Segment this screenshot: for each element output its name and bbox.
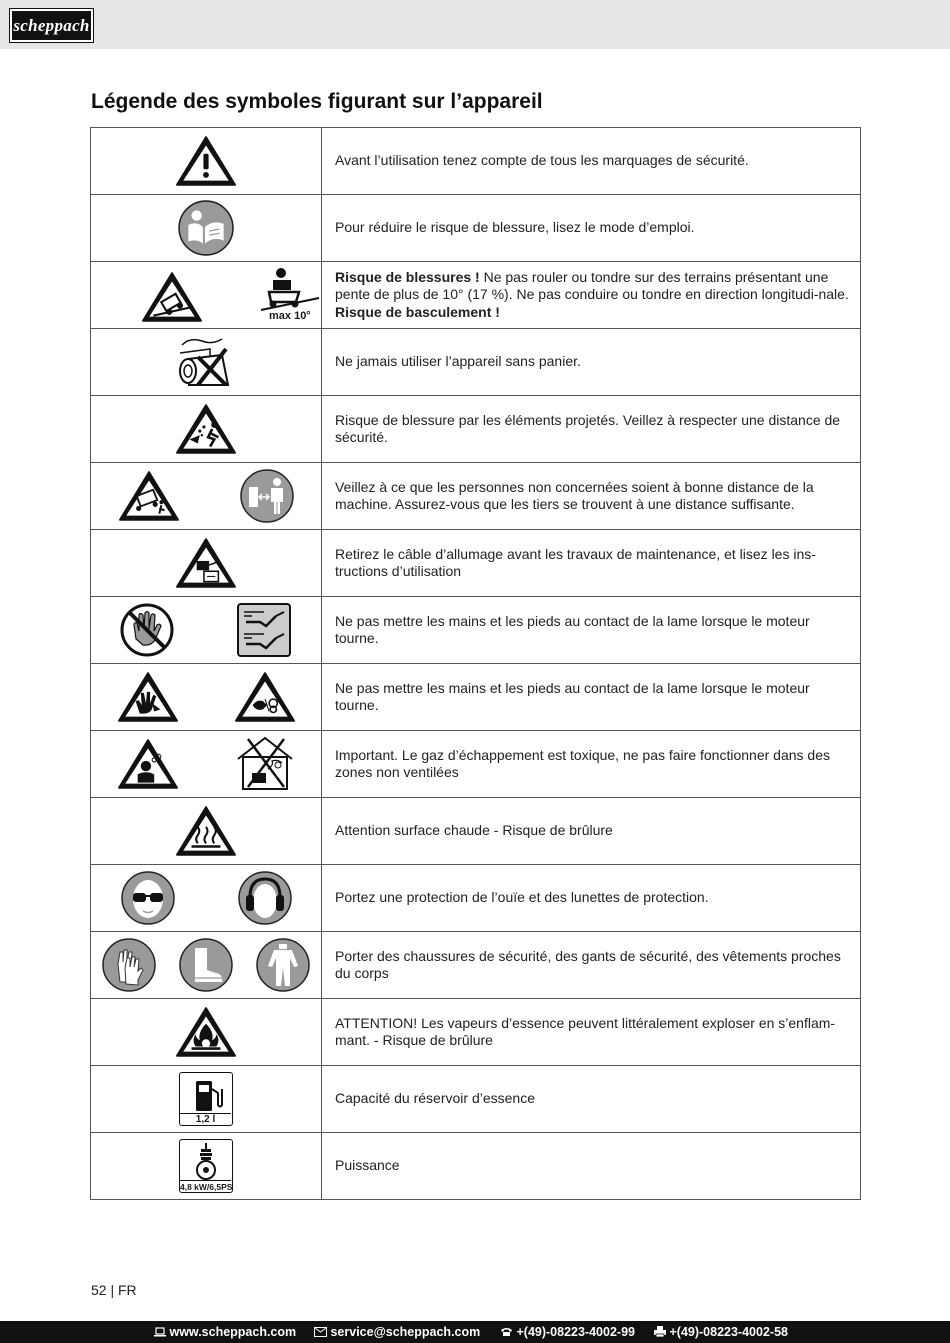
tipping-risk-label: Risque de basculement ! [335,303,500,320]
symbol-description: Avant l’utilisation tenez compte de tous les marquages de sécurité. [322,128,861,195]
ear-protection-icon [238,871,292,925]
gloves-icon [102,938,156,992]
keep-distance-icon [240,469,294,523]
phone-icon [500,1327,513,1337]
laptop-icon [154,1327,166,1337]
injury-risk-label: Risque de blessures ! [335,268,480,285]
symbol-description: Capacité du réservoir d’essence [322,1066,861,1133]
table-row [91,262,861,329]
protective-clothing-icon [256,938,310,992]
no-indoor-use-icon [234,735,296,793]
symbol-description: Important. Le gaz d’échappement est toxique, ne pas faire fonctionner dans des zones non ventilées [322,731,861,798]
fax-icon [654,1326,666,1337]
table-row [91,664,861,731]
page-number: 52 | FR [91,1282,137,1298]
hand-cut-warning-icon [117,670,179,724]
table-row [91,195,861,262]
engine-power-icon [179,1139,233,1193]
symbol-description: Retirez le câble d’allumage avant les travaux de maintenance, et lisez les ins-tructions d’utilisation [322,530,861,597]
top-bar [0,0,950,49]
foot-cut-warning-icon [234,670,296,724]
warning-exclamation-icon [175,134,237,188]
symbol-description: Veillez à ce que les personnes non concernées soient à bonne distance de la machine. Assurez-vous que les tiers se trouvent à une distance suffisante. [322,463,861,530]
table-row [91,597,861,664]
symbol-description: Risque de blessure par les éléments projetés. Veillez à respecter une distance de sécurité. [322,396,861,463]
symbol-description: Puissance [322,1133,861,1200]
slope-label: max 10° [269,310,311,322]
table-row [91,329,861,396]
symbol-description: ATTENTION! Les vapeurs d’essence peuvent littéralement exploser en s’enflam-mant. - Risque de brûlure [322,999,861,1066]
symbol-description: Porter des chaussures de sécurité, des gants de sécurité, des vêtements proches du corps [322,932,861,999]
symbol-description: Attention surface chaude - Risque de brûlure [322,798,861,865]
toxic-fumes-icon [117,737,179,791]
symbol-legend-table [90,127,861,1200]
flammable-icon [175,1005,237,1059]
symbol-description: Portez une protection de l’ouïe et des lunettes de protection. [322,865,861,932]
tipping-hazard-icon [141,270,203,324]
table-row [91,798,861,865]
spark-plug-warning-icon [175,536,237,590]
symbol-description: Ne pas mettre les mains et les pieds au contact de la lame lorsque le moteur tourne. [322,597,861,664]
symbol-description: Ne pas mettre les mains et les pieds au contact de la lame lorsque le moteur tourne. [322,664,861,731]
table-row [91,396,861,463]
eye-protection-icon [121,871,175,925]
table-row [91,999,861,1066]
footer-web[interactable] [154,1321,296,1343]
page-title: Légende des symboles figurant sur l’appareil [91,90,543,113]
no-use-without-basket-icon [176,333,236,391]
blade-hands-feet-icon [236,602,292,658]
table-row [91,1066,861,1133]
read-manual-icon [178,200,234,256]
footer-web-text: www.scheppach.com [169,1325,297,1339]
thrown-objects-icon [175,402,237,456]
table-row [91,463,861,530]
symbol-description [322,262,861,329]
footer-phone[interactable] [500,1321,635,1343]
slope-max-icon [257,266,321,312]
footer-fax[interactable] [654,1321,788,1343]
symbol-description: Pour réduire le risque de blessure, lisez le mode d’emploi. [322,195,861,262]
table-row [91,731,861,798]
email-icon [314,1327,327,1337]
table-row [91,530,861,597]
hot-surface-icon [175,804,237,858]
no-hands-icon [120,603,174,657]
table-row [91,1133,861,1200]
fuel-tank-icon [179,1072,233,1126]
fuel-capacity-label: 1,2 l [180,1113,231,1126]
table-row [91,128,861,195]
table-row [91,865,861,932]
symbol-description: Ne jamais utiliser l’appareil sans panier. [322,329,861,396]
footer-phone-text: +(49)-08223-4002-99 [516,1325,635,1339]
safety-boots-icon [179,938,233,992]
footer-email[interactable] [314,1321,480,1343]
footer-bar [0,1321,950,1343]
engine-power-label: 4,8 kW/6,5PS [180,1182,233,1192]
footer-fax-text: +(49)-08223-4002-58 [669,1325,788,1339]
footer-email-text: service@scheppach.com [330,1325,481,1339]
table-row [91,932,861,999]
bystander-hazard-icon [118,469,180,523]
scheppach-logo: scheppach [10,9,93,42]
description-text: Ne pas rouler ou tondre sur des terrains présentant une pente de plus de 10° (17 %). Ne pas conduire ou tondre en direction longitudi-nale. [335,268,849,303]
